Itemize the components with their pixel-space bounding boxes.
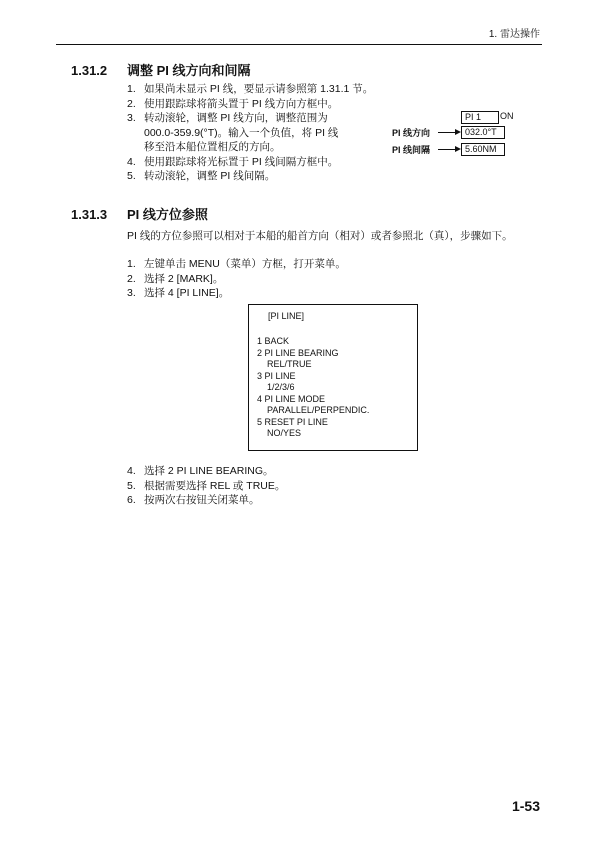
list-item: 5. 转动滚轮，调整 PI 线间隔。 (127, 170, 276, 182)
pi-line-menu (248, 304, 418, 451)
list-item: 4. 使用跟踪球将光标置于 PI 线间隔方框中。 (127, 155, 339, 168)
section-1-number: 1.31.2 (71, 63, 108, 78)
section-1-title (71, 60, 251, 79)
pi-direction-label: PI 线方向 (392, 128, 431, 138)
list-item: 2. 选择 2 [MARK]。 (127, 272, 224, 285)
pi-number-box[interactable]: PI 1 (461, 111, 499, 124)
list-item: 3. 转动滚轮，调整 PI 线方向，调整范围为 000.0-359.9(°T)。输入一个负值，将 PI 线 移至沿本船位置相反的方向。 (127, 112, 339, 153)
list-item: 1. 如果尚未显示 PI 线，要显示请参照第 1.31.1 节。 (127, 83, 374, 95)
section-2-number: 1.31.3 (71, 207, 108, 222)
menu-item-option[interactable]: PARALLEL/PERPENDIC. (257, 405, 370, 415)
list-item: 2. 使用跟踪球将箭头置于 PI 线方向方框中。 (127, 97, 339, 110)
pi-state-label: ON (500, 111, 514, 121)
list-item: 6. 按两次右按钮关闭菜单。 (127, 494, 260, 506)
chapter-header: 1. 雷达操作 (488, 29, 540, 40)
list-item: 1. 左键单击 MENU（菜单）方框，打开菜单。 (127, 258, 346, 270)
menu-item-option[interactable]: NO/YES (257, 428, 302, 438)
section-2-steps-a (127, 257, 346, 301)
header-rule (56, 44, 542, 45)
section-2-title-text: PI 线方位参照 (127, 207, 208, 222)
section-1-title-text: 调整 PI 线方向和间隔 (127, 63, 251, 78)
menu-item-option[interactable]: REL/TRUE (257, 359, 312, 369)
pi-interval-box[interactable]: 5.60NM (461, 143, 505, 156)
list-item: 5. 根据需要选择 REL 或 TRUE。 (127, 479, 286, 492)
menu-item-pi-line-mode[interactable]: 4 PI LINE MODE (257, 393, 326, 404)
section-2-steps-b (127, 464, 285, 508)
section-2-title (71, 204, 208, 223)
list-item: 4. 选择 2 PI LINE BEARING。 (127, 465, 274, 477)
list-item: 3. 选择 4 [PI LINE]。 (127, 287, 230, 299)
arrow-line (438, 132, 455, 133)
menu-items (257, 336, 369, 440)
menu-item-back[interactable]: 1 BACK (257, 336, 290, 346)
menu-item-option[interactable]: 1/2/3/6 (257, 382, 295, 392)
pi-direction-box[interactable]: 032.0°T (461, 126, 505, 139)
menu-title: [PI LINE] (268, 311, 305, 321)
page-number: 1-53 (511, 798, 540, 814)
arrow-line (438, 149, 455, 150)
menu-item-pi-line-bearing[interactable]: 2 PI LINE BEARING (257, 347, 339, 358)
menu-item-pi-line[interactable]: 3 PI LINE (257, 370, 296, 381)
pi-interval-label: PI 线间隔 (392, 145, 431, 155)
menu-item-reset-pi-line[interactable]: 5 RESET PI LINE (257, 416, 328, 427)
section-1-steps (127, 82, 373, 184)
section-2-intro: PI 线的方位参照可以相对于本船的船首方向（相对）或者参照北（真），步骤如下。 (127, 230, 513, 242)
